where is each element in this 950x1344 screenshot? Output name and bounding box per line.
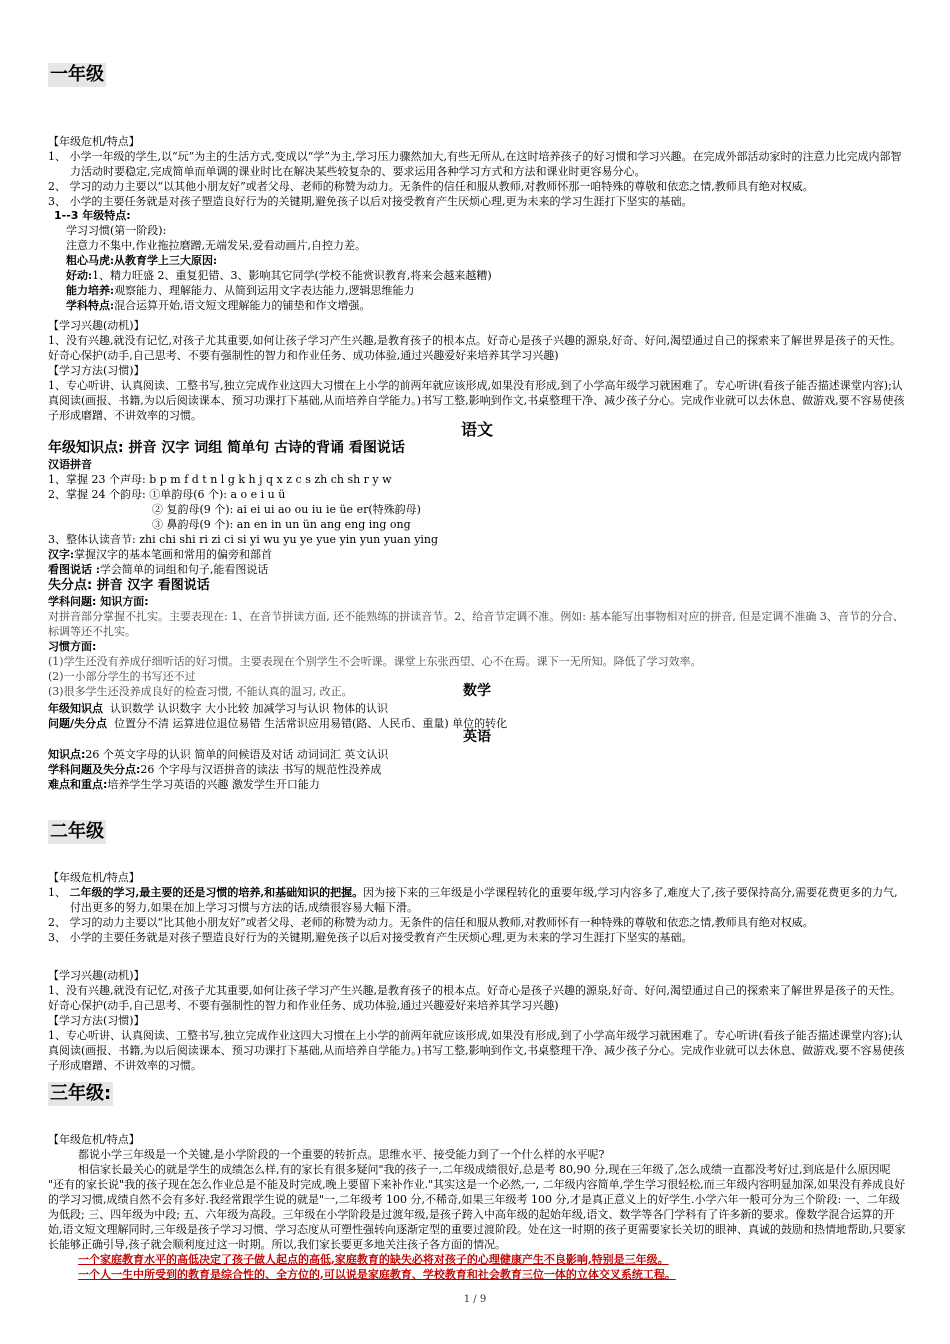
hanzi-label: 汉字: [48,548,75,561]
features-text: 观察能力、理解能力、从简到运用文字表达能力,逻辑思维能力 [114,284,415,297]
interest-heading: 【学习兴趣(动机)】 [48,969,145,982]
grade-3-heading: 三年级: [50,1083,112,1104]
problem-text: 对拼音部分掌握不扎实。主要表现在: 1、在音节拼读方面, 还不能熟练的拼读音节。2、给音节定调不准。例如: 基本能写出事物相对应的拼音, 但是定调不准确 3、音节的分合、标调等还不扎实。 [48,610,904,638]
grade-1-interest-section [48,318,906,423]
habit-line: (2)一小部分学生的书写还不过 [48,670,196,683]
grade-1-features-section [48,208,906,313]
grade-2-interest-section [48,968,906,1073]
interest-heading: 【学习兴趣(动机)】 [48,319,145,332]
grade-3-paragraph-2: 相信家长最关心的就是学生的成绩怎么样,有的家长有很多疑问"我的孩子一,二年级成绩很好,总是考 80,90 分,现在三年级了,怎么成绩一直都没考好过,到底是什么原因呢 "还有的家长说"我的孩子现在怎么作业总是不能及时完成,晚上要留下来补作业."其实这是一个必然,一, 二年级内容简单,学生学习很轻松,而三年级内容明显加深,如果没有养成良好的学习习惯,成绩自然不会有多好.我经常跟学生说的就是"一,二年级考 100 分,不稀奇,如果三年级考 100 分,才是真正意义上的好学生.小学六年一般可分为三个阶段: 一、二年级为低段; 三、四年级为中段; 五、六年级为高段。三年级在小学阶段是过渡年级,是孩子跨入中高年级的起始年级,语文、数学等各门学科有了许多新的要求。像数学混合运算的开始,语文短文理解同时,三年级是孩子学习习惯、学习态度从可塑性强转向逐渐定型的重要过渡阶段。处在这一时期的孩子更需要家长关切的眼神、真诚的鼓励和热情地帮助,只要家长能够正确引导,孩子就会顺利度过这一时期。所以,我们家长要更多地关注孩子各方面的情况。 [48,1163,906,1251]
highlight-statement-1: 一个家庭教育水平的高低决定了孩子做人起点的高低,家庭教育的缺失必将对孩子的心理健康产生不良影响,特别是三年级。 [78,1253,669,1266]
features-line: 粗心马虎:从教育学上三大原因: [66,254,218,267]
page-number: 1 / 9 [463,1294,487,1305]
english-problem-label: 学科问题及失分点: [48,763,141,776]
subject-math-title: 数学 [463,683,491,699]
crisis-item-1: 1、 二年级的学习,最主要的还是习惯的培养,和基础知识的把握。因为接下来的三年级是小学课程转化的重要年级,学习内容多了,难度大了,孩子要保持高分,需要花费更多的力气,付出更多的努力,如果在加上学习习惯与方法的话,成绩很容易大幅下滑。 [48,886,898,914]
chinese-section [48,420,906,699]
features-text: 1、精力旺盛 2、重复犯错、3、影响其它同学(学校不能赏识教育,将来会越来越糟) [92,269,492,282]
math-section [48,682,906,731]
subject-chinese-title: 语文 [460,420,493,439]
method-item-1: 1、专心听讲、认真阅读、工整书写,独立完成作业这四大习惯在上小学的前两年就应该形成,如果没有形成,到了小学高年级学习就困难了。专心听讲(看孩子能否描述课堂内容);认真阅读(画报、书籍,为以后阅读课本、预习功课打下基础,从而培养自学能力。)书写工整,影响到作文,书桌整理干净、减少孩子分心。完成作业就可以去休息、做游戏,要不容易使孩子形成磨蹭、不讲效率的习惯。 [48,1029,905,1072]
picture-talk-text: 学会简单的词组和句子,能看图说话 [99,563,269,576]
pinyin-title: 汉语拼音 [48,458,92,471]
english-focus-label: 难点和重点: [48,778,108,791]
features-line: 学习习惯(第一阶段): [66,224,167,237]
crisis-item-2: 2、 学习的动力主要以“以其他小朋友好”或者父母、老师的称赞为动力。无条件的信任和服从教师,对教师怀那一咱特殊的尊敬和依恋之情,教师具有绝对权威。 [48,180,814,193]
features-label: 好动: [66,269,93,282]
pinyin-line: 1、掌握 23 个声母: b p m f d t n l g k h j q x z c s zh ch sh r y w [48,473,392,486]
english-focus-text: 培养学生学习英语的兴趣 激发学生开口能力 [107,778,320,791]
method-item-1: 1、专心听讲、认真阅读、工整书写,独立完成作业这四大习惯在上小学的前两年就应该形成,如果没有形成,到了小学高年级学习就困难了。专心听讲(看孩子能否描述课堂内容);认真阅读(画报、书籍,为以后阅读课本、预习功课打下基础,从而培养自学能力。)书写工整,影响到作文,书桌整理干净、减少孩子分心。完成作业就可以去休息、做游戏,要不容易使孩子形成磨蹭、不讲效率的习惯。 [48,379,905,422]
picture-talk-label: 看图说话 : [48,563,100,576]
features-label: 能力培养: [66,284,115,297]
features-text: 混合运算开始,语文短文理解能力的铺垫和作文增强。 [114,299,371,312]
grade-1-heading: 一年级 [50,64,104,85]
english-section [48,728,906,792]
math-knowledge-text: 认识数学 认识数字 大小比较 加减学习与认识 物体的认识 [110,702,388,715]
grade-3-paragraph-1: 都说小学三年级是一个关键,是小学阶段的一个重要的转折点。思维水平、接受能力到了一个什么样的水平呢? [78,1148,605,1161]
features-title: 1--3 年级特点: [54,209,131,222]
grade-2-heading: 二年级 [50,821,104,842]
interest-item-1: 1、没有兴趣,就没有记忆,对孩子尤其重要,如何让孩子学习产生兴趣,是教育孩子的根本点。好奇心是孩子兴趣的源泉,好奇、好问,渴望通过自己的探索来了解世界是孩子的天性。好奇心保护(动手,自己思考、不要有强制性的智力和作业任务、成功体验,通过兴趣爱好来培养其学习兴趣) [48,984,901,1012]
math-loss-text: 位置分不清 运算进位退位易错 生活常识应用易错(路、人民币、重量) 单位的转化 [114,717,508,730]
highlight-statement-2: 一个人一生中所受到的教育是综合性的、全方位的,可以说是家庭教育、学校教育和社会教育三位一体的立体交叉系统工程。 [78,1268,676,1281]
crisis-heading: 【年级危机/特点】 [48,135,140,148]
interest-item-1: 1、没有兴趣,就没有记忆,对孩子尤其重要,如何让孩子学习产生兴趣,是教育孩子的根本点。好奇心是孩子兴趣的源泉,好奇、好问,渴望通过自己的探索来了解世界是孩子的天性。好奇心保护(动手,自己思考、不要有强制性的智力和作业任务、成功体验,通过兴趣爱好来培养其学习兴趣) [48,334,901,362]
grade-knowledge-points: 年级知识点: 拼音 汉字 词组 简单句 古诗的背诵 看图说话 [48,440,405,456]
habit-line: (1)学生还没有养成仔细听话的好习惯。主要表现在个别学生不会听课。课堂上东张西望、心不在焉。课下一无所知。降低了学习效率。 [48,655,702,668]
method-heading: 【学习方法(习惯)】 [48,1014,145,1027]
english-problem-text: 26 个字母与汉语拼音的读法 书写的规范性没养成 [140,763,382,776]
crisis-item-2: 2、 学习的动力主要以“比其他小朋友好”或者父母、老师的称赞为动力。无条件的信任和服从教师,对教师怀有一种特殊的尊敬和依恋之情,教师具有绝对权威。 [48,916,814,929]
grade-3-crisis-section [48,1132,906,1282]
hanzi-text: 掌握汉字的基本笔画和常用的偏旁和部首 [74,548,273,561]
grade-1-crisis-section [48,134,906,209]
crisis-item-3: 3、 小学的主要任务就是对孩子塑造良好行为的关键期,避免孩子以后对接受教育产生厌烦心理,更为未来的学习生涯打下坚实的基础。 [48,931,693,944]
habit-line: (3)很多学生还没养成良好的检查习惯, 不能认真的温习, 改正。 [48,685,353,698]
pinyin-line: ② 复韵母(9 个): ai ei ui ao ou iu ie üe er(特殊韵母) [152,503,421,516]
crisis-item-3: 3、 小学的主要任务就是对孩子塑造良好行为的关键期,避免孩子以后对接受教育产生厌烦心理,更为未来的学习生涯打下坚实的基础。 [48,195,693,208]
math-loss-label: 问题/失分点 [48,717,108,730]
method-heading: 【学习方法(习惯)】 [48,364,145,377]
crisis-item-1: 1、 小学一年级的学生,以“玩”为主的生活方式,变成以“学”为主,学习压力骤然加大,有些无所从,在这时培养孩子的好习惯和学习兴趣。在完成外部活动家时的注意力比完成内部智力活动时要稳定,完成简单而单调的课业时比在解决某些较复杂的、要求运用各种学习方式和方法和课业时更容易分心。 [48,150,902,178]
grade-2-crisis-section [48,870,906,945]
habit-title: 习惯方面: [48,640,97,653]
english-knowledge-text: 26 个英文字母的认识 简单的问候语及对话 动词词汇 英文认识 [85,748,389,761]
math-knowledge-label: 年级知识点 [48,702,103,715]
problem-title: 学科问题: 知识方面: [48,595,149,608]
pinyin-line: 2、掌握 24 个韵母: ①单韵母(6 个): a o e i u ü [48,488,286,501]
loss-points: 失分点: 拼音 汉字 看图说话 [48,578,210,593]
pinyin-line: ③ 鼻韵母(9 个): an en in un ün ang eng ing ong [152,518,411,531]
features-label: 学科特点: [66,299,115,312]
features-line: 注意力不集中,作业拖拉磨蹭,无端发呆,爱看动画片,自控力差。 [66,239,366,252]
crisis-heading: 【年级危机/特点】 [48,871,140,884]
subject-english-title: 英语 [463,729,491,745]
pinyin-line: 3、整体认读音节: zhi chi shi ri zi ci si yi wu yu ye yue yin yun yuan ying [48,533,439,546]
crisis-heading: 【年级危机/特点】 [48,1133,140,1146]
english-knowledge-label: 知识点: [48,748,86,761]
